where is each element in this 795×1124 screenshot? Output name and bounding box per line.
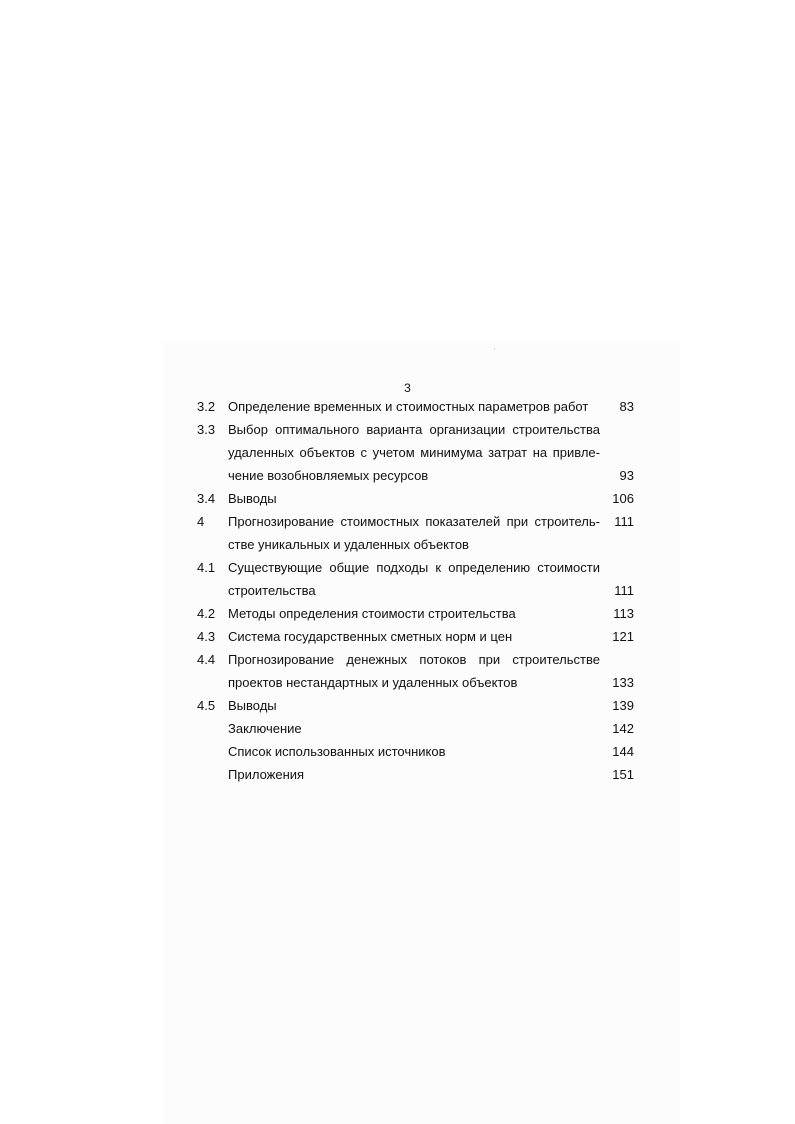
toc-entry <box>197 763 637 786</box>
toc-section-number: 4 <box>197 514 205 529</box>
toc-section-title <box>228 717 600 740</box>
toc-entry <box>197 602 637 625</box>
toc-section-title <box>228 556 600 602</box>
toc-section-title <box>228 510 600 556</box>
toc-section-title <box>228 763 600 786</box>
toc-title-line: Список использованных источников <box>228 744 446 759</box>
toc-title-line: удаленных объектов с учетом минимума затрат на привле- <box>228 445 600 460</box>
toc-title-line: Выбор оптимального варианта организации строительства <box>228 422 600 437</box>
toc-title-line: Прогнозирование стоимостных показателей при строитель- <box>228 514 600 529</box>
toc-title-line: Определение временных и стоимостных параметров работ <box>228 399 589 414</box>
toc-title-line: строительства <box>228 583 316 598</box>
toc-section-number: 4.1 <box>197 560 216 575</box>
table-of-contents <box>197 395 637 786</box>
toc-title-line: Приложения <box>228 767 305 782</box>
toc-entry <box>197 694 637 717</box>
toc-section-number: 4.4 <box>197 652 216 667</box>
toc-title-line: стве уникальных и удаленных объектов <box>228 537 469 552</box>
toc-page-number: 139 <box>612 698 634 713</box>
toc-page-number: 106 <box>612 491 634 506</box>
toc-entry <box>197 510 637 556</box>
toc-section-number: 4.2 <box>197 606 216 621</box>
toc-section-number: 3.3 <box>197 422 216 437</box>
toc-title-line: Выводы <box>228 698 277 713</box>
toc-entry <box>197 395 637 418</box>
toc-section-title <box>228 602 600 625</box>
toc-section-title <box>228 487 600 510</box>
toc-section-number: 3.4 <box>197 491 216 506</box>
toc-title-line: Выводы <box>228 491 277 506</box>
toc-title-line: Существующие общие подходы к определению стоимости <box>228 560 600 575</box>
toc-page-number: 142 <box>612 721 634 736</box>
scan-speck: ′ <box>494 347 496 356</box>
toc-page-number: 151 <box>612 767 634 782</box>
toc-page-number: 111 <box>614 583 634 598</box>
toc-section-title <box>228 694 600 717</box>
toc-title-line: Методы определения стоимости строительства <box>228 606 516 621</box>
toc-entry <box>197 418 637 487</box>
toc-title-line: проектов нестандартных и удаленных объектов <box>228 675 518 690</box>
toc-page-number: 144 <box>612 744 634 759</box>
toc-section-number: 3.2 <box>197 399 216 414</box>
toc-page-number: 113 <box>613 606 634 621</box>
toc-section-title <box>228 740 600 763</box>
toc-section-title <box>228 395 600 418</box>
toc-entry <box>197 740 637 763</box>
toc-section-number: 4.5 <box>197 698 216 713</box>
toc-section-title <box>228 625 600 648</box>
toc-entry <box>197 487 637 510</box>
toc-page-number: 83 <box>619 399 634 414</box>
toc-section-title <box>228 418 600 487</box>
toc-entry <box>197 625 637 648</box>
toc-entry <box>197 648 637 694</box>
toc-entry <box>197 556 637 602</box>
toc-section-title <box>228 648 600 694</box>
page-number: 3 <box>404 381 411 395</box>
toc-section-number: 4.3 <box>197 629 216 644</box>
toc-title-line: Система государственных сметных норм и цен <box>228 629 513 644</box>
toc-page-number: 133 <box>612 675 634 690</box>
toc-page-number: 111 <box>614 514 634 529</box>
toc-title-line: чение возобновляемых ресурсов <box>228 468 429 483</box>
toc-page-number: 121 <box>612 629 634 644</box>
toc-entry <box>197 717 637 740</box>
toc-title-line: Заключение <box>228 721 302 736</box>
toc-page-number: 93 <box>619 468 634 483</box>
toc-title-line: Прогнозирование денежных потоков при строительстве <box>228 652 600 667</box>
